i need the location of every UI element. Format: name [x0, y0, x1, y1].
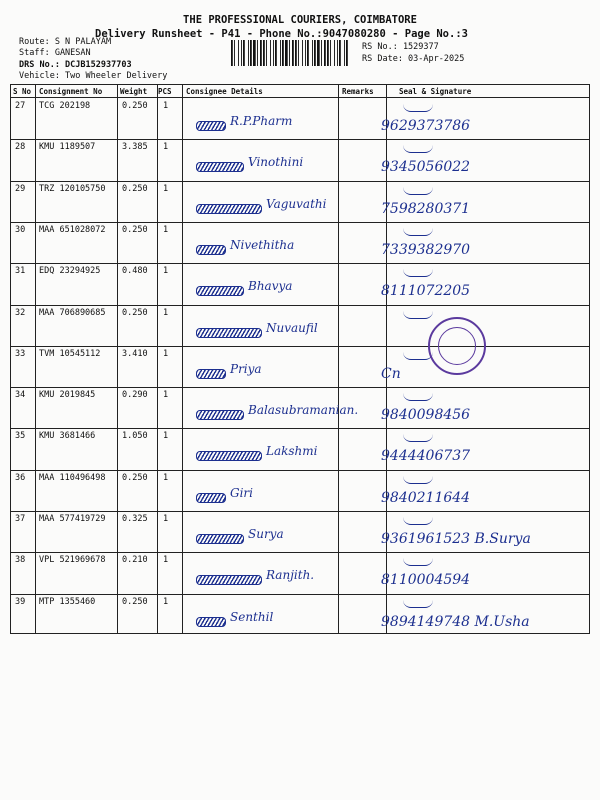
- table-row: [11, 552, 589, 593]
- row-pcs: 1: [163, 101, 169, 111]
- col-header-weight: Weight: [120, 87, 148, 96]
- courier-seal-stamp: [428, 317, 486, 375]
- row-pcs: 1: [163, 183, 169, 194]
- barcode-bar: [243, 40, 245, 66]
- signature-text: 9361961523 B.Surya: [381, 531, 531, 547]
- signature-squiggle: [403, 269, 433, 277]
- signature-text: 9629373786: [381, 118, 471, 134]
- row-weight: 0.250: [122, 101, 148, 111]
- barcode-icon: [231, 40, 349, 66]
- row-weight: 1.050: [122, 431, 148, 442]
- consignee-name: Surya: [248, 527, 284, 541]
- table-row: [11, 428, 589, 469]
- row-pcs: 1: [163, 472, 169, 483]
- barcode-bar: [317, 40, 320, 66]
- barcode-bar: [334, 40, 335, 66]
- vehicle-label: Vehicle: Two Wheeler Delivery: [19, 71, 168, 81]
- signature-text: 9894149748 M.Usha: [381, 613, 530, 630]
- barcode-bar: [321, 40, 322, 66]
- barcode-bar: [275, 40, 277, 66]
- signature-squiggle: [403, 104, 433, 112]
- col-header-consignee: Consignee Details: [186, 87, 263, 96]
- consignee-name: Priya: [230, 361, 262, 376]
- row-sno: 32: [15, 307, 26, 318]
- barcode-bar: [307, 40, 309, 66]
- barcode-bar: [344, 40, 345, 66]
- barcode-bar: [231, 40, 233, 66]
- row-consignment-no: MAA 577419729: [39, 514, 106, 524]
- signature-squiggle: [403, 393, 433, 401]
- row-weight: 0.250: [122, 183, 148, 194]
- signature-text: 8111072205: [381, 283, 471, 300]
- barcode-bar: [260, 40, 262, 66]
- staff-label: Staff: GANESAN: [19, 48, 91, 58]
- rs-number: RS No.: 1529377: [362, 42, 439, 52]
- row-consignment-no: TCG 202198: [39, 101, 91, 111]
- row-consignment-no: MAA 706890685: [39, 307, 106, 318]
- barcode-bar: [248, 40, 249, 66]
- barcode-bar: [238, 40, 239, 66]
- barcode-bar: [234, 40, 235, 66]
- row-pcs: 1: [163, 142, 169, 153]
- table-row: [11, 346, 589, 387]
- consignee-name: Ranjith.: [266, 568, 315, 583]
- col-header-sno: S No: [13, 87, 32, 96]
- signature-text: 9345056022: [381, 159, 471, 176]
- table-row: [11, 181, 589, 222]
- barcode-bar: [257, 40, 258, 66]
- consignee-name: Balasubramanian.: [248, 403, 359, 418]
- row-weight: 3.385: [122, 142, 148, 153]
- barcode-bar: [282, 40, 284, 66]
- row-pcs: 1: [163, 555, 169, 566]
- row-pcs: 1: [163, 596, 169, 607]
- row-pcs: 1: [163, 514, 169, 524]
- barcode-bar: [339, 40, 341, 66]
- struck-out-text: [196, 451, 262, 461]
- signature-squiggle: [403, 558, 433, 566]
- row-weight: 0.250: [122, 596, 148, 607]
- row-sno: 36: [15, 472, 26, 483]
- route-label: Route: S N PALAYAM: [19, 37, 112, 47]
- struck-out-text: [196, 121, 226, 131]
- barcode-bar: [295, 40, 297, 66]
- barcode-bar: [289, 40, 290, 66]
- struck-out-text: [196, 328, 262, 338]
- row-weight: 0.325: [122, 514, 148, 524]
- row-pcs: 1: [163, 307, 169, 318]
- row-consignment-no: KMU 2019845: [39, 390, 96, 401]
- row-consignment-no: MTP 1355460: [39, 596, 96, 607]
- row-pcs: 1: [163, 348, 169, 359]
- row-sno: 34: [15, 390, 26, 401]
- table-row: [11, 98, 589, 139]
- struck-out-text: [196, 617, 226, 627]
- struck-out-text: [196, 575, 262, 585]
- barcode-bar: [298, 40, 299, 66]
- table-row: [11, 222, 589, 263]
- barcode-bar: [305, 40, 306, 66]
- barcode-bar: [330, 40, 331, 66]
- consignee-name: Giri: [230, 485, 253, 500]
- row-pcs: 1: [163, 224, 169, 235]
- row-sno: 27: [15, 101, 26, 111]
- barcode-bar: [285, 40, 288, 66]
- struck-out-text: [196, 534, 244, 544]
- struck-out-text: [196, 204, 262, 214]
- row-sno: 31: [15, 266, 26, 277]
- row-weight: 0.250: [122, 307, 148, 318]
- col-header-consignment: Consignment No: [39, 87, 103, 96]
- barcode-bar: [280, 40, 281, 66]
- row-sno: 30: [15, 224, 26, 235]
- row-consignment-no: KMU 3681466: [39, 431, 96, 442]
- runsheet-subtitle: Delivery Runsheet - P41 - Phone No.:9047080280 - Page No.:3: [95, 28, 468, 40]
- col-header-pcs: PCS: [158, 87, 172, 96]
- signature-text: 7598280371: [381, 200, 471, 217]
- signature-squiggle: [403, 228, 433, 236]
- signature-text: 9840211644: [381, 489, 471, 506]
- barcode-bar: [263, 40, 265, 66]
- signature-squiggle: [403, 434, 433, 442]
- consignee-name: Senthil: [230, 609, 274, 624]
- signature-text: Cn: [381, 365, 401, 382]
- row-consignment-no: VPL 521969678: [39, 555, 106, 566]
- col-header-remarks: Remarks: [342, 87, 374, 96]
- row-consignment-no: TRZ 120105750: [39, 183, 106, 194]
- barcode-bar: [312, 40, 313, 66]
- barcode-bar: [324, 40, 326, 66]
- row-consignment-no: KMU 1189507: [39, 142, 96, 153]
- drs-label: DRS No.: DCJB152937703: [19, 60, 132, 70]
- barcode-bar: [250, 40, 252, 66]
- barcode-bar: [302, 40, 303, 66]
- barcode-bar: [273, 40, 274, 66]
- row-consignment-no: MAA 651028072: [39, 224, 106, 235]
- signature-squiggle: [403, 187, 433, 195]
- row-weight: 3.410: [122, 348, 148, 359]
- barcode-bar: [270, 40, 271, 66]
- row-weight: 0.250: [122, 224, 148, 235]
- signature-text: 9840098456: [381, 407, 471, 424]
- signature-squiggle: [403, 476, 433, 484]
- row-sno: 38: [15, 555, 26, 566]
- struck-out-text: [196, 162, 244, 172]
- struck-out-text: [196, 410, 244, 420]
- struck-out-text: [196, 369, 226, 379]
- consignee-name: Lakshmi: [266, 444, 318, 459]
- barcode-bar: [327, 40, 329, 66]
- table-row: [11, 263, 589, 304]
- signature-text: 8110004594: [381, 572, 471, 589]
- runsheet-table: [10, 84, 590, 634]
- consignee-name: Vinothini: [248, 155, 304, 170]
- barcode-bar: [346, 40, 348, 66]
- row-sno: 35: [15, 431, 26, 442]
- row-consignment-no: MAA 110496498: [39, 472, 106, 483]
- row-sno: 29: [15, 183, 26, 194]
- table-row: [11, 139, 589, 180]
- barcode-bar: [337, 40, 338, 66]
- row-consignment-no: TVM 10545112: [39, 348, 101, 359]
- row-sno: 28: [15, 142, 26, 153]
- row-consignment-no: EDQ 23294925: [39, 266, 101, 277]
- consignee-name: R.P.Pharm: [230, 114, 293, 128]
- row-sno: 39: [15, 596, 26, 607]
- rs-date: RS Date: 03-Apr-2025: [362, 54, 465, 64]
- row-pcs: 1: [163, 266, 169, 277]
- barcode-bar: [292, 40, 294, 66]
- barcode-bar: [266, 40, 267, 66]
- struck-out-text: [196, 493, 226, 503]
- struck-out-text: [196, 286, 244, 296]
- table-row: [11, 470, 589, 511]
- signature-squiggle: [403, 311, 433, 319]
- barcode-bar: [241, 40, 242, 66]
- consignee-name: Nivethitha: [230, 237, 295, 252]
- row-pcs: 1: [163, 390, 169, 401]
- signature-squiggle: [403, 517, 433, 525]
- consignee-name: Nuvaufil: [266, 320, 318, 335]
- signature-text: 7339382970: [381, 241, 471, 258]
- table-row: [11, 387, 589, 428]
- table-row: [11, 594, 589, 635]
- table-row: [11, 305, 589, 346]
- consignee-name: Bhavya: [248, 279, 293, 294]
- struck-out-text: [196, 245, 226, 255]
- runsheet-title: THE PROFESSIONAL COURIERS, COIMBATORE: [183, 14, 417, 26]
- col-header-seal: Seal & Signature: [399, 87, 472, 96]
- consignee-name: Vaguvathi: [266, 196, 327, 211]
- table-row: [11, 511, 589, 552]
- row-weight: 0.250: [122, 472, 148, 483]
- signature-squiggle: [403, 600, 433, 608]
- row-pcs: 1: [163, 431, 169, 442]
- row-sno: 33: [15, 348, 26, 359]
- barcode-bar: [314, 40, 316, 66]
- row-sno: 37: [15, 514, 26, 524]
- row-weight: 0.210: [122, 555, 148, 566]
- signature-squiggle: [403, 145, 433, 153]
- signature-text: 9444406737: [381, 448, 471, 465]
- row-weight: 0.290: [122, 390, 148, 401]
- barcode-bar: [253, 40, 256, 66]
- row-weight: 0.480: [122, 266, 148, 277]
